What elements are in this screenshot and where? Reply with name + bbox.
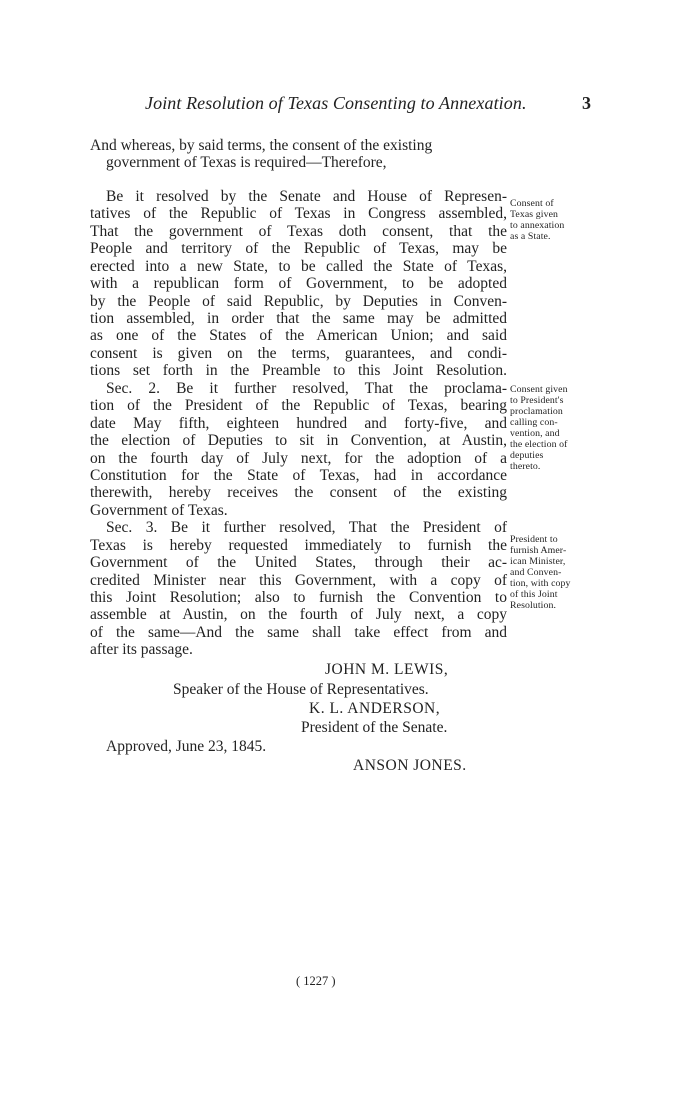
margin-note-line: thereto.: [510, 461, 541, 472]
margin-note-line: as a State.: [510, 231, 551, 242]
page-number: 3: [582, 93, 591, 113]
body-line: tion assembled, in order that the same may be admitted: [90, 310, 507, 327]
margin-note-line: of this Joint: [510, 589, 558, 600]
body-line: tatives of the Republic of Texas in Congress assembled,: [90, 205, 507, 222]
margin-note-consent: [510, 198, 564, 242]
president-name: ANSON JONES.: [353, 757, 467, 774]
margin-note-line: and Conven-: [510, 567, 562, 578]
body-line: assemble at Austin, on the fourth of July next, a copy: [90, 606, 507, 623]
body-line: Be it resolved by the Senate and House of Represen-: [106, 188, 507, 205]
body-line: credited Minister near this Government, with a copy of: [90, 572, 507, 589]
body-line: tion of the President of the Republic of Texas, bearing: [90, 397, 507, 414]
running-header-title: Joint Resolution of Texas Consenting to Annexation.: [145, 93, 527, 113]
margin-note-line: ican Minister,: [510, 556, 566, 567]
president-senate-title: President of the Senate.: [301, 719, 448, 736]
president-senate-name: K. L. ANDERSON,: [309, 700, 441, 717]
body-line: And whereas, by said terms, the consent of the existing: [90, 137, 433, 154]
margin-note-line: to President's: [510, 395, 564, 406]
speaker-name: JOHN M. LEWIS,: [325, 661, 449, 678]
margin-note-line: furnish Amer-: [510, 545, 567, 556]
margin-note-line: tion, with copy: [510, 578, 571, 589]
margin-note-line: vention, and: [510, 428, 560, 439]
margin-note-line: President to: [510, 534, 558, 545]
margin-note-line: Texas given: [510, 209, 559, 220]
body-line: by the People of said Republic, by Deputies in Conven-: [90, 293, 507, 310]
margin-note-line: proclamation: [510, 406, 563, 417]
body-line: date May fifth, eighteen hundred and forty-five, and: [90, 415, 507, 432]
body-line: after its passage.: [90, 641, 193, 658]
body-line: That the government of Texas doth consent, that the: [90, 223, 507, 240]
body-line: therewith, hereby receives the consent of the existing: [90, 484, 507, 501]
body-line: Texas is hereby requested immediately to furnish the: [90, 537, 507, 554]
body-line: consent is given on the terms, guarantees, and condi-: [90, 345, 507, 362]
body-line: tions set forth in the Preamble to this Joint Resolution.: [90, 362, 507, 379]
body-line: as one of the States of the American Union; and said: [90, 327, 507, 344]
body-line: Sec. 2. Be it further resolved, That the proclama-: [106, 380, 507, 397]
margin-note-line: the election of: [510, 439, 568, 450]
body-line: Constitution for the State of Texas, had in accordance: [90, 467, 507, 484]
margin-note-line: Consent of: [510, 198, 554, 209]
speaker-title: Speaker of the House of Representatives.: [173, 681, 429, 698]
body-line: Sec. 3. Be it further resolved, That the President of: [106, 519, 507, 536]
margin-note-line: Consent given: [510, 384, 568, 395]
margin-note-line: Resolution.: [510, 600, 557, 611]
margin-note-line: deputies: [510, 450, 544, 461]
margin-note-proclamation: [510, 384, 568, 472]
body-line: erected into a new State, to be called the State of Texas,: [90, 258, 507, 275]
body-line: this Joint Resolution; also to furnish the Convention to: [90, 589, 507, 606]
body-line: Government of the United States, through their ac-: [90, 554, 507, 571]
body-line: on the fourth day of July next, for the adoption of a: [90, 450, 507, 467]
body-line: Government of Texas.: [90, 502, 228, 519]
approval-date: Approved, June 23, 1845.: [106, 738, 267, 755]
folio-number: ( 1227 ): [296, 974, 336, 988]
margin-note-line: to annexation: [510, 220, 565, 231]
body-line: of the same—And the same shall take effect from and: [90, 624, 507, 641]
body-line: with a republican form of Government, to be adopted: [90, 275, 507, 292]
margin-note-president: [510, 534, 571, 611]
body-line: People and territory of the Republic of Texas, may be: [90, 240, 507, 257]
margin-note-line: calling con-: [510, 417, 558, 428]
body-line: government of Texas is required—Therefore,: [106, 154, 387, 171]
body-line: the election of Deputies to sit in Convention, at Austin,: [90, 432, 507, 449]
